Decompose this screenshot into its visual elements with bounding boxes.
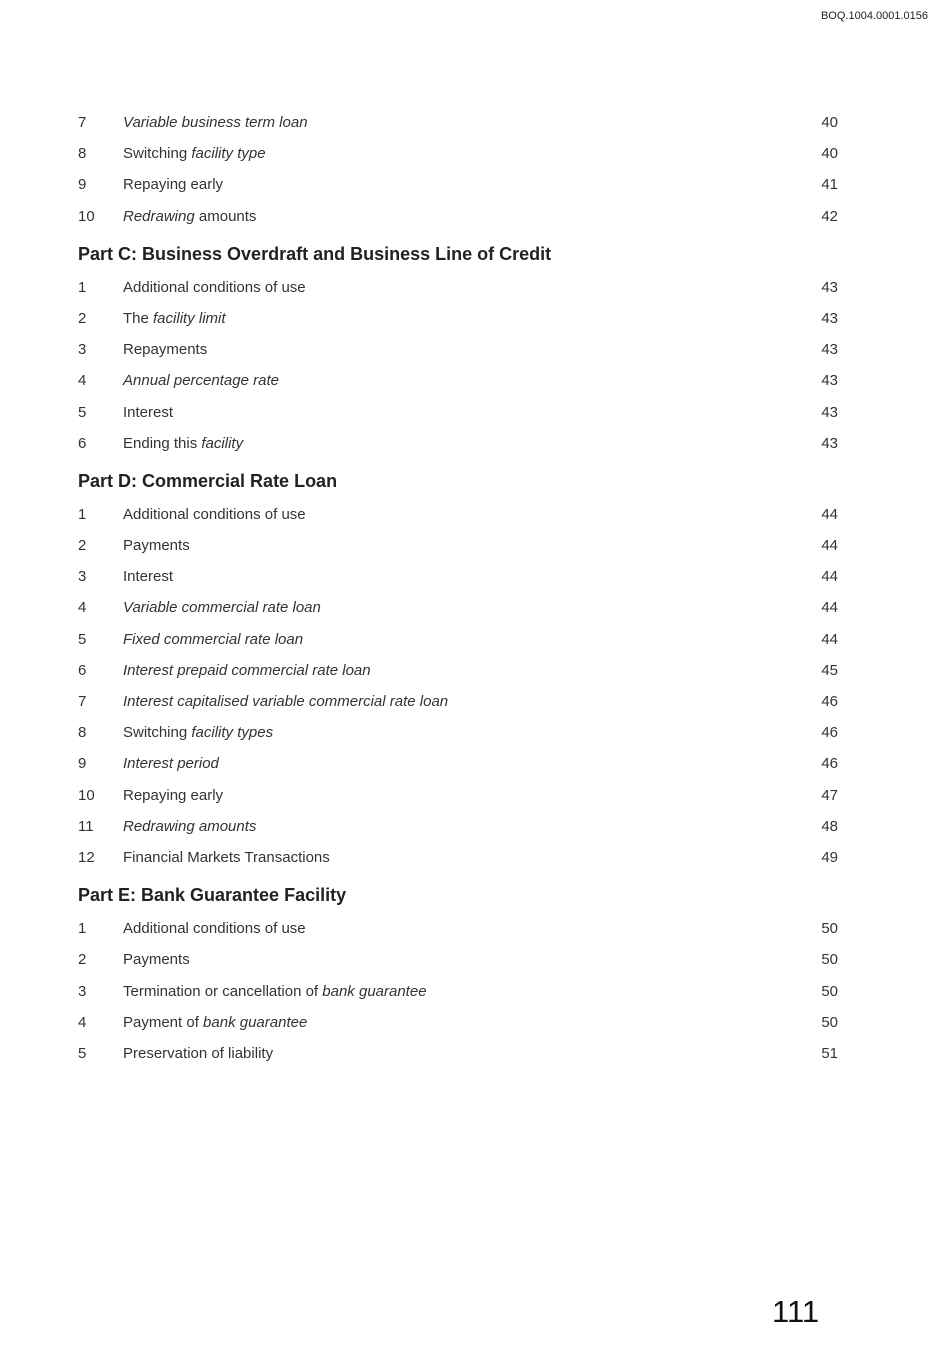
toc-entry-page: 44 bbox=[821, 505, 838, 523]
toc-entry-title bbox=[123, 811, 256, 842]
toc-entry-title bbox=[123, 780, 223, 811]
toc-entry-page: 41 bbox=[821, 176, 838, 194]
toc-entry-number: 6 bbox=[78, 661, 87, 679]
toc-entry-number: 8 bbox=[78, 724, 87, 742]
section-heading: Part D: Commercial Rate Loan bbox=[78, 470, 338, 491]
toc-entry-title-italic: facility bbox=[201, 434, 244, 452]
toc-entry-title-text: Switching bbox=[123, 145, 192, 163]
toc-entry-number: 9 bbox=[78, 176, 87, 194]
toc-entry-page: 50 bbox=[821, 982, 838, 1000]
toc-entry-title-text: Repaying early bbox=[123, 176, 224, 194]
toc-entry-title bbox=[123, 334, 207, 365]
toc-entry bbox=[78, 686, 838, 717]
page-number: 111 bbox=[772, 1294, 820, 1329]
toc-entry-title-text: Payment of bbox=[123, 1013, 204, 1031]
toc-entry-title bbox=[123, 944, 190, 975]
toc-entry-number: 5 bbox=[78, 630, 87, 648]
toc-entry-title-text: Interest bbox=[123, 403, 174, 421]
toc-entry bbox=[78, 592, 838, 623]
toc-entry-title-text: Termination or cancellation of bbox=[123, 982, 323, 1000]
toc-entry-page: 50 bbox=[821, 920, 838, 938]
toc-entry bbox=[78, 530, 838, 561]
toc-entry-title-text: Payments bbox=[123, 537, 190, 555]
toc-entry-page: 43 bbox=[821, 372, 838, 390]
toc-entry-number: 2 bbox=[78, 537, 87, 555]
toc-entry-number: 5 bbox=[78, 1044, 87, 1062]
toc-entry-title bbox=[123, 201, 256, 232]
toc-entry-number: 12 bbox=[78, 848, 95, 866]
toc-entry-number: 10 bbox=[78, 207, 95, 225]
toc-entry-title bbox=[123, 561, 173, 592]
toc-entry-page: 42 bbox=[821, 207, 838, 225]
toc-entry-title-italic: facility types bbox=[191, 724, 274, 742]
toc-entry-title bbox=[123, 592, 321, 623]
toc-entry-title bbox=[123, 842, 330, 873]
toc-entry-title bbox=[123, 107, 308, 138]
toc-entry-page: 48 bbox=[821, 817, 838, 835]
toc-entry-page: 43 bbox=[821, 434, 838, 452]
toc-entry-title-text: amounts bbox=[194, 207, 257, 225]
toc-entry-title-text: The bbox=[123, 309, 154, 327]
toc-entry-number: 2 bbox=[78, 309, 87, 327]
toc-entry-title bbox=[123, 686, 448, 717]
toc-entry-page: 47 bbox=[821, 786, 838, 804]
toc-entry bbox=[78, 169, 838, 200]
toc-entry-title bbox=[123, 717, 273, 748]
toc-entry-number: 3 bbox=[78, 341, 87, 359]
toc-entry-title-text: Additional conditions of use bbox=[123, 920, 306, 938]
toc-entry-number: 11 bbox=[78, 817, 94, 835]
toc-entry-page: 40 bbox=[821, 145, 838, 163]
toc-entry-title-italic: Redrawing amounts bbox=[123, 817, 257, 835]
toc-entry-title-text: Additional conditions of use bbox=[123, 505, 306, 523]
toc-entry-title bbox=[123, 169, 223, 200]
toc-entry-page: 45 bbox=[821, 661, 838, 679]
toc-entry-number: 3 bbox=[78, 568, 87, 586]
toc-entry-page: 43 bbox=[821, 403, 838, 421]
toc-entry-title bbox=[123, 303, 226, 334]
toc-entry-title-text: Repayments bbox=[123, 341, 208, 359]
toc-entry-page: 44 bbox=[821, 568, 838, 586]
toc-entry bbox=[78, 397, 838, 428]
toc-entry-title-italic: bank guarantee bbox=[203, 1013, 308, 1031]
toc-entry-title bbox=[123, 499, 306, 530]
toc-entry-number: 8 bbox=[78, 145, 87, 163]
toc-entry bbox=[78, 1038, 838, 1069]
toc-entry-page: 43 bbox=[821, 278, 838, 296]
toc-entry-title bbox=[123, 530, 190, 561]
toc-entry-number: 9 bbox=[78, 755, 87, 773]
toc-entry bbox=[78, 913, 838, 944]
toc-entry bbox=[78, 811, 838, 842]
toc-entry-page: 43 bbox=[821, 309, 838, 327]
toc-entry-title-text: Preservation of liability bbox=[123, 1044, 274, 1062]
toc-entry-title bbox=[123, 624, 303, 655]
toc-entry-title-text: Switching bbox=[123, 724, 192, 742]
toc-entry bbox=[78, 624, 838, 655]
toc-entry-page: 50 bbox=[821, 951, 838, 969]
toc-entry-page: 43 bbox=[821, 341, 838, 359]
toc-entry-title-text: Additional conditions of use bbox=[123, 278, 306, 296]
toc-entry-title-italic: Variable business term loan bbox=[123, 114, 308, 131]
toc-entry-title-text: Repaying early bbox=[123, 786, 224, 804]
toc-entry-title bbox=[123, 138, 266, 169]
toc-entry bbox=[78, 499, 838, 530]
toc-entry-number: 4 bbox=[78, 1013, 87, 1031]
toc-entry-title bbox=[123, 272, 306, 303]
toc-entry-page: 46 bbox=[821, 693, 838, 710]
toc-entry-title-text: Interest bbox=[123, 568, 174, 586]
toc-entry bbox=[78, 655, 838, 686]
toc-entry bbox=[78, 561, 838, 592]
toc-entry bbox=[78, 107, 838, 138]
toc-entry bbox=[78, 1007, 838, 1038]
toc-entry-number: 7 bbox=[78, 693, 87, 710]
toc-entry-title-text: Payments bbox=[123, 951, 190, 969]
toc-entry-title-italic: Annual percentage rate bbox=[123, 372, 279, 390]
toc-entry-number: 3 bbox=[78, 982, 87, 1000]
toc-entry-title bbox=[123, 1038, 273, 1069]
toc-entry-number: 4 bbox=[78, 599, 87, 617]
toc-entry bbox=[78, 303, 838, 334]
toc-entry-title-italic: Interest period bbox=[123, 755, 219, 773]
toc-entry-page: 44 bbox=[821, 630, 838, 648]
toc-entry bbox=[78, 201, 838, 232]
toc-entry-number: 10 bbox=[78, 786, 95, 804]
toc-entry-title bbox=[123, 913, 306, 944]
toc-entry-page: 49 bbox=[821, 848, 838, 866]
section-heading: Part C: Business Overdraft and Business Line of Credit bbox=[78, 243, 552, 264]
toc-entry-page: 40 bbox=[821, 114, 838, 131]
toc-entry bbox=[78, 334, 838, 365]
toc-entry-title bbox=[123, 365, 279, 396]
toc-entry-title-italic: Interest prepaid commercial rate loan bbox=[123, 661, 371, 679]
toc-entry-number: 1 bbox=[78, 278, 87, 296]
toc-entry-title bbox=[123, 976, 427, 1007]
toc-entry-title-italic: Fixed commercial rate loan bbox=[123, 630, 304, 648]
toc-entry bbox=[78, 138, 838, 169]
toc-entry-number: 6 bbox=[78, 434, 87, 452]
toc-entry bbox=[78, 365, 838, 396]
toc-entry-title bbox=[123, 1007, 307, 1038]
toc-entry-number: 4 bbox=[78, 372, 87, 390]
toc-entry-page: 46 bbox=[821, 755, 838, 773]
table-of-contents bbox=[78, 107, 838, 1069]
toc-entry-title-text: Financial Markets Transactions bbox=[123, 848, 330, 866]
toc-entry-number: 2 bbox=[78, 951, 87, 969]
toc-entry-title bbox=[123, 397, 173, 428]
toc-entry-page: 44 bbox=[821, 537, 838, 555]
toc-entry-page: 44 bbox=[821, 599, 838, 617]
toc-entry-title bbox=[123, 428, 243, 459]
toc-entry-number: 1 bbox=[78, 505, 87, 523]
toc-entry-title-italic: facility limit bbox=[153, 309, 226, 327]
toc-entry bbox=[78, 944, 838, 975]
toc-entry-page: 46 bbox=[821, 724, 838, 742]
toc-entry-title-italic: facility type bbox=[191, 145, 266, 163]
toc-entry bbox=[78, 717, 838, 748]
toc-entry bbox=[78, 780, 838, 811]
toc-entry-title bbox=[123, 655, 371, 686]
toc-entry bbox=[78, 428, 838, 459]
toc-entry-number: 7 bbox=[78, 114, 87, 131]
toc-entry-title bbox=[123, 748, 219, 779]
toc-entry-number: 5 bbox=[78, 403, 87, 421]
toc-entry bbox=[78, 976, 838, 1007]
toc-entry-page: 50 bbox=[821, 1013, 838, 1031]
toc-entry bbox=[78, 842, 838, 873]
toc-entry-number: 1 bbox=[78, 920, 87, 938]
toc-entry-title-italic: Interest capitalised variable commercial rate loan bbox=[123, 693, 449, 710]
toc-entry bbox=[78, 748, 838, 779]
section-heading: Part E: Bank Guarantee Facility bbox=[78, 885, 347, 906]
document-id: BOQ.1004.0001.0156 bbox=[820, 10, 928, 22]
toc-entry-title-italic: Redrawing bbox=[123, 207, 195, 225]
toc-entry bbox=[78, 272, 838, 303]
toc-entry-title-italic: Variable commercial rate loan bbox=[123, 599, 321, 617]
toc-entry-page: 51 bbox=[821, 1044, 838, 1062]
toc-entry-title-text: Ending this bbox=[123, 434, 202, 452]
toc-entry-title-italic: bank guarantee bbox=[322, 982, 427, 1000]
